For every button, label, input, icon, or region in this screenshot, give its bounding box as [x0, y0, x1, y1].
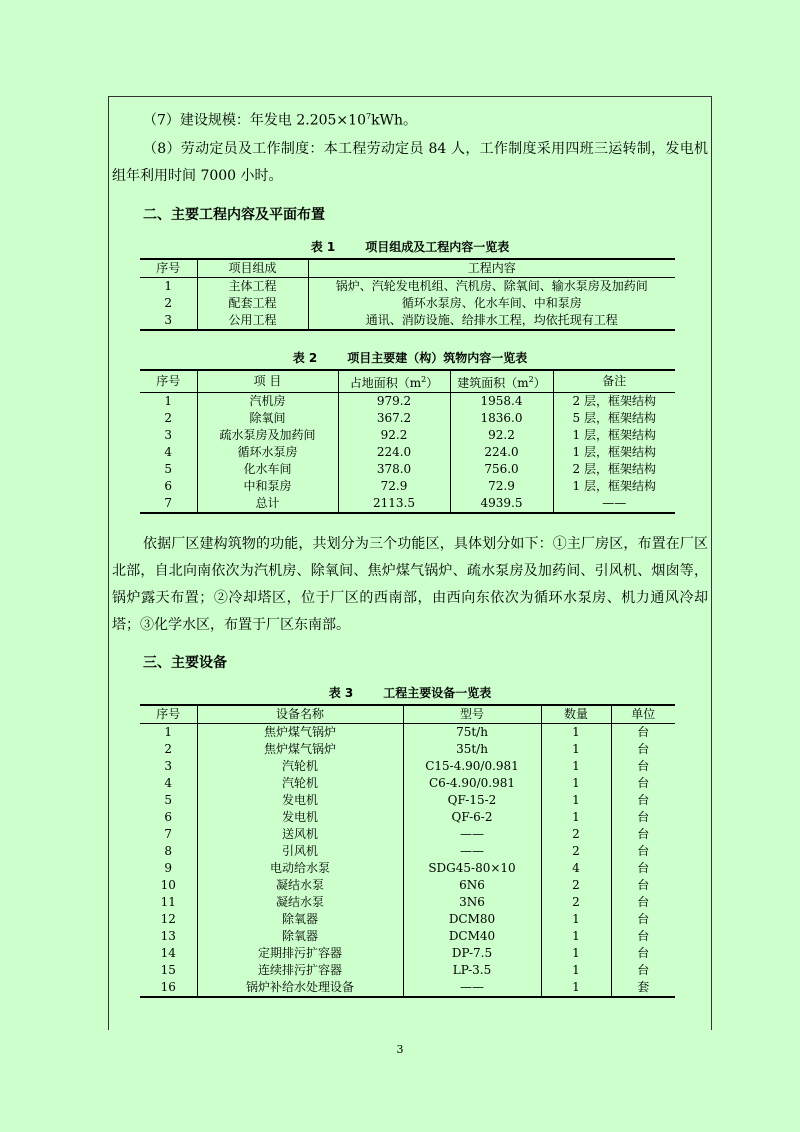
- table2-header-cell: 建筑面积$(m^2)$: [450, 370, 553, 393]
- table-row: [140, 724, 675, 742]
- table-cell: 4: [164, 445, 173, 459]
- table-row: [140, 894, 675, 911]
- table-row: [140, 427, 675, 444]
- table-cell: 送风机: [197, 826, 403, 843]
- table-row: [140, 809, 675, 826]
- table-cell: 凝结水泵: [197, 877, 403, 894]
- table-cell: 1: [164, 279, 173, 293]
- table-cell: 电动给水泵: [197, 860, 403, 877]
- table-cell: 4: [164, 776, 173, 790]
- table-cell: 1: [541, 911, 611, 928]
- table-cell: 总计: [197, 495, 338, 513]
- table-row: [140, 962, 675, 979]
- table-cell: 主体工程: [197, 278, 308, 296]
- table-cell: ——: [403, 979, 541, 997]
- table-row: [140, 758, 675, 775]
- table-cell: 焦炉煤气锅炉: [197, 741, 403, 758]
- table-cell: 汽轮机: [197, 758, 403, 775]
- table-cell: 1 层，框架结构: [553, 478, 675, 495]
- table-row: [140, 295, 675, 312]
- table-cell: 1 层，框架结构: [553, 427, 675, 444]
- table-cell: SDG45-80×10: [403, 860, 541, 877]
- table-cell: LP-3.5: [403, 962, 541, 979]
- table2-header-cell: 备注: [553, 370, 675, 393]
- table-cell: 台: [611, 826, 675, 843]
- table-cell: 3N6: [403, 894, 541, 911]
- table-cell: 台: [611, 724, 675, 742]
- table-cell: 2: [541, 826, 611, 843]
- page-number: 3: [396, 1043, 404, 1056]
- table-cell: 1958.4: [450, 393, 553, 411]
- table-row: [140, 478, 675, 495]
- table1-caption: 表 1 项目组成及工程内容一览表: [310, 240, 510, 254]
- table-cell: 台: [611, 741, 675, 758]
- table-row: [140, 461, 675, 478]
- item8-text: （8）劳动定员及工作制度：本工程劳动定员 84 人，工作制度采用四班三运转制，发电机组年利用时间 7000 小时。: [112, 141, 708, 184]
- item7-text: （7）建设规模：年发电 $2.205\times 10^7kWh$。: [143, 112, 417, 129]
- table-cell: C15-4.90/0.981: [403, 758, 541, 775]
- table2-header-cell: 项 目: [197, 370, 338, 393]
- table-row: [140, 312, 675, 330]
- table3: [140, 704, 675, 998]
- table-cell: 2: [164, 411, 173, 425]
- table-row: [140, 911, 675, 928]
- table-row: [140, 393, 675, 411]
- table-row: [140, 928, 675, 945]
- table-cell: 8: [164, 844, 173, 858]
- table-row: [140, 843, 675, 860]
- table2-caption: 表 2 项目主要建（构）筑物内容一览表: [292, 351, 528, 365]
- table-row: [140, 775, 675, 792]
- table-cell: 2: [164, 296, 173, 310]
- table-cell: 3: [140, 312, 197, 330]
- table3-header-cell: 单位: [611, 705, 675, 724]
- table-cell: 台: [611, 945, 675, 962]
- table-cell: 224.0: [450, 444, 553, 461]
- table3-header-cell: 设备名称: [197, 705, 403, 724]
- table-cell: 72.9: [338, 478, 450, 495]
- table-cell: 汽机房: [197, 393, 338, 411]
- table-cell: 5: [164, 462, 173, 476]
- table-cell: 2 层，框架结构: [553, 461, 675, 478]
- table-cell: ——: [403, 843, 541, 860]
- table1-header-cell: 工程内容: [308, 259, 675, 278]
- table-cell: DCM40: [403, 928, 541, 945]
- table-cell: 疏水泵房及加药间: [197, 427, 338, 444]
- table3-header-cell: 序号: [140, 705, 197, 724]
- table-cell: 除氧器: [197, 928, 403, 945]
- table-cell: 焦炉煤气锅炉: [197, 724, 403, 742]
- table-cell: 6: [164, 810, 173, 824]
- table-row: [140, 741, 675, 758]
- table-cell: 1: [541, 758, 611, 775]
- table3-header-row: [140, 705, 675, 724]
- table-cell: 16: [140, 979, 197, 997]
- table-cell: 配套工程: [197, 295, 308, 312]
- table-cell: 6N6: [403, 877, 541, 894]
- table-cell: 套: [611, 979, 675, 997]
- table-cell: 除氧器: [197, 911, 403, 928]
- table-cell: 循环水泵房、化水车间、中和泵房: [308, 295, 675, 312]
- table-cell: 定期排污扩容器: [197, 945, 403, 962]
- table-cell: 1: [541, 792, 611, 809]
- table-cell: 1: [541, 928, 611, 945]
- table-cell: 6: [164, 479, 173, 493]
- table-row: [140, 860, 675, 877]
- table-cell: 7: [164, 827, 173, 841]
- table-cell: 378.0: [338, 461, 450, 478]
- table-cell: 锅炉、汽轮发电机组、汽机房、除氧间、输水泵房及加药间: [308, 278, 675, 296]
- table-cell: 发电机: [197, 792, 403, 809]
- table-cell: 13: [160, 929, 176, 943]
- table-cell: DP-7.5: [403, 945, 541, 962]
- table-cell: 台: [611, 894, 675, 911]
- table-cell: 台: [611, 877, 675, 894]
- table-cell: 4939.5: [450, 495, 553, 513]
- table-cell: 3: [164, 428, 173, 442]
- table-cell: 5: [164, 793, 173, 807]
- table-cell: 台: [611, 860, 675, 877]
- table-cell: 92.2: [450, 427, 553, 444]
- table-cell: 1: [541, 979, 611, 997]
- table-cell: 9: [164, 861, 173, 875]
- table-cell: 连续排污扩容器: [197, 962, 403, 979]
- table-cell: 4: [541, 860, 611, 877]
- table1-header-row: [140, 259, 675, 278]
- table-cell: 引风机: [197, 843, 403, 860]
- table-cell: 2113.5: [338, 495, 450, 513]
- table-cell: 台: [611, 928, 675, 945]
- table-row: [140, 979, 675, 997]
- table-cell: 中和泵房: [197, 478, 338, 495]
- table2-header-cell: 序号: [140, 370, 197, 393]
- table-cell: 1: [541, 962, 611, 979]
- table-cell: 2: [541, 877, 611, 894]
- table-cell: 1: [541, 741, 611, 758]
- table-cell: 台: [611, 809, 675, 826]
- table-cell: 2: [164, 742, 173, 756]
- table2-header-cell: 占地面积$(m^2)$: [338, 370, 450, 393]
- table-cell: 化水车间: [197, 461, 338, 478]
- table-row: [140, 495, 675, 513]
- table-cell: 5 层，框架结构: [553, 410, 675, 427]
- table-cell: 2 层，框架结构: [553, 393, 675, 411]
- table-cell: 1836.0: [450, 410, 553, 427]
- table2-header-row: [140, 370, 675, 393]
- table-row: [140, 826, 675, 843]
- table-cell: 台: [611, 775, 675, 792]
- table-cell: 92.2: [338, 427, 450, 444]
- table-cell: C6-4.90/0.981: [403, 775, 541, 792]
- section3-heading: 三、主要设备: [143, 655, 227, 671]
- table-cell: 35t/h: [403, 741, 541, 758]
- table-cell: 通讯、消防设施、给排水工程，均依托现有工程: [308, 312, 675, 330]
- table-cell: 979.2: [338, 393, 450, 411]
- table-cell: 1: [541, 945, 611, 962]
- table-cell: 756.0: [450, 461, 553, 478]
- table-cell: 1: [541, 724, 611, 742]
- table-cell: 台: [611, 911, 675, 928]
- table-row: [140, 877, 675, 894]
- table-cell: 发电机: [197, 809, 403, 826]
- table-cell: QF-6-2: [403, 809, 541, 826]
- table-cell: 凝结水泵: [197, 894, 403, 911]
- table-cell: 72.9: [450, 478, 553, 495]
- table-cell: 75t/h: [403, 724, 541, 742]
- table-row: [140, 945, 675, 962]
- zones-paragraph: 依据厂区建构筑物的功能，共划分为三个功能区，具体划分如下：①主厂房区，布置在厂区北部，自北向南依次为汽机房、除氧间、焦炉煤气锅炉、疏水泵房及加药间、引风机、烟囱等，锅炉露天布置；②冷却塔区，位于厂区的西南部，由西向东依次为循环水泵房、机力通风冷却塔；③化学水区，布置于厂区东南部。: [112, 536, 708, 633]
- table-cell: ——: [403, 826, 541, 843]
- table-cell: 367.2: [338, 410, 450, 427]
- table-cell: 锅炉补给水处理设备: [197, 979, 403, 997]
- table1: [140, 258, 675, 331]
- table3-caption: 表 3 工程主要设备一览表: [328, 686, 492, 700]
- table-cell: 台: [611, 962, 675, 979]
- table3-header-cell: 型号: [403, 705, 541, 724]
- table-cell: 2: [541, 894, 611, 911]
- table2: [140, 369, 675, 514]
- table-cell: 1: [164, 725, 173, 739]
- table-cell: 1 层，框架结构: [553, 444, 675, 461]
- table-row: [140, 792, 675, 809]
- table-cell: 14: [160, 946, 176, 960]
- table-cell: 224.0: [338, 444, 450, 461]
- table-cell: 公用工程: [197, 312, 308, 330]
- table-cell: 2: [541, 843, 611, 860]
- table-cell: 1: [541, 775, 611, 792]
- table-cell: 1: [164, 394, 173, 408]
- section2-heading: 二、主要工程内容及平面布置: [143, 207, 325, 223]
- table-row: [140, 278, 675, 296]
- table-cell: 15: [160, 963, 176, 977]
- table1-header-cell: 项目组成: [197, 259, 308, 278]
- table-cell: 1: [541, 809, 611, 826]
- table-cell: 台: [611, 792, 675, 809]
- table-cell: 台: [611, 758, 675, 775]
- table-cell: 除氧间: [197, 410, 338, 427]
- table-row: [140, 410, 675, 427]
- table-row: [140, 444, 675, 461]
- table-cell: 10: [160, 878, 176, 892]
- table1-header-cell: 序号: [140, 259, 197, 278]
- table3-header-cell: 数量: [541, 705, 611, 724]
- table-cell: 汽轮机: [197, 775, 403, 792]
- table-cell: 3: [164, 759, 173, 773]
- table-cell: QF-15-2: [403, 792, 541, 809]
- table-cell: 循环水泵房: [197, 444, 338, 461]
- table-cell: 11: [160, 895, 176, 909]
- table-cell: 12: [160, 912, 176, 926]
- table-cell: DCM80: [403, 911, 541, 928]
- table-cell: ——: [553, 495, 675, 513]
- table-cell: 7: [140, 495, 197, 513]
- table-cell: 台: [611, 843, 675, 860]
